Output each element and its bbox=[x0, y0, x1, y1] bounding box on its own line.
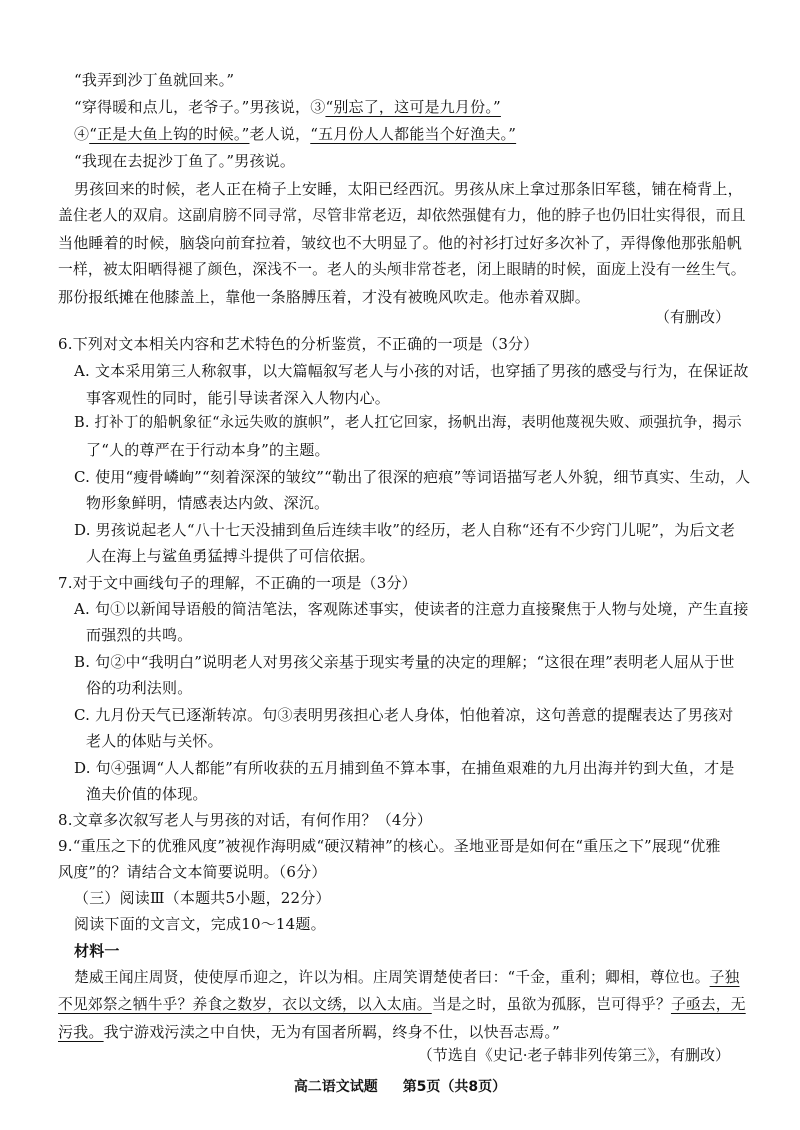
question-7-stem: 7.对于文中画线句子的理解，不正确的一项是（3分） bbox=[58, 574, 417, 592]
footer-subject: 高二语文试题 bbox=[293, 1079, 378, 1095]
classical-text: 当是之时，虽欲为孤豚，岂可得乎？ bbox=[431, 996, 671, 1013]
q6-option-c-cont: 物形象鲜明，情感表达内敛、深沉。 bbox=[86, 494, 330, 512]
narrative-line: 当他睡着的时候，脑袋向前耷拉着，皱纹也不大明显了。他的衬衫打过好多次补了，弄得像他那张船帆 bbox=[58, 234, 743, 252]
footer-page-number: 第5页（共8页） bbox=[402, 1079, 507, 1095]
underlined-sentence: “别忘了，这可是九月份。” bbox=[325, 98, 501, 116]
dialogue-text: 老人说， bbox=[249, 125, 311, 143]
dialogue-text: “穿得暖和点儿，老爷子。”男孩说， bbox=[74, 98, 311, 116]
sentence-marker: ③ bbox=[310, 98, 326, 116]
q7-option-c-cont: 老人的体贴与关怀。 bbox=[86, 732, 223, 750]
classical-text-line bbox=[58, 1022, 560, 1042]
question-9: 9.“重压之下的优雅风度”被视作海明威“硬汉精神”的核心。圣地亚哥是如何在“重压之下”展现“优雅 bbox=[58, 837, 721, 855]
sentence-marker: ④ bbox=[74, 125, 90, 143]
q7-option-d: D. 句④强调“人人都能”有所收获的五月捕到鱼不算本事，在捕鱼艰难的九月出海并钓到大鱼，才是 bbox=[74, 759, 735, 777]
q6-option-a: A. 文本采用第三人称叙事，以大篇幅叙写老人与小孩的对话，也穿插了男孩的感受与行为，在保证故 bbox=[74, 362, 749, 380]
dialogue-line-2 bbox=[74, 97, 501, 117]
classical-text: 我宁游戏污渎之中自快，无为有国者所羁，终身不仕，以快吾志焉。” bbox=[103, 1023, 560, 1041]
classical-text: 楚威王闻庄周贤，使使厚币迎之，许以为相。庄周笑谓楚使者曰：“千金，重利；卿相，尊位也。 bbox=[74, 969, 710, 986]
q6-option-c: C. 使用“瘦骨嶙峋”“刻着深深的皱纹”“勒出了很深的疤痕”等词语描写老人外貌，细节真实、生动，人 bbox=[74, 468, 751, 486]
narrative-line: 盖住老人的双肩。这副肩膀不同寻常，尽管非常老迈，却依然强健有力，他的脖子也仍旧壮实得很，而且 bbox=[58, 207, 746, 224]
section-instruction: 阅读下面的文言文，完成10～14题。 bbox=[74, 915, 326, 933]
question-8: 8.文章多次叙写老人与男孩的对话，有何作用？（4分） bbox=[58, 811, 433, 829]
q6-option-d-cont: 人在海上与鲨鱼勇猛搏斗提供了可信依据。 bbox=[86, 547, 375, 565]
q6-option-a-cont: 事客观性的同时，能引导读者深入人物内心。 bbox=[86, 389, 391, 407]
q7-option-b: B. 句②中“我明白”说明老人对男孩父亲基于现实考量的决定的理解；“这很在理”表明老人屈从于世 bbox=[74, 653, 735, 671]
underlined-sentence: 子亟去，无 bbox=[670, 996, 746, 1013]
narrative-line: 一样，被太阳晒得褪了颜色，深浅不一。老人的头颅非常苍老，闭上眼睛的时候，面庞上没有一丝生气。 bbox=[58, 261, 746, 278]
dialogue-line-4: “我现在去捉沙丁鱼了。”男孩说。 bbox=[74, 152, 296, 170]
page-footer bbox=[0, 1076, 800, 1096]
underlined-sentence: 不见郊祭之牺牛乎？养食之数岁，衣以文绣，以入太庙。 bbox=[58, 996, 432, 1013]
underlined-sentence: 污我。 bbox=[58, 1023, 104, 1041]
q6-option-b-cont: 了“人的尊严在于行动本身”的主题。 bbox=[86, 441, 330, 459]
material-label: 材料一 bbox=[74, 942, 120, 960]
underlined-sentence: 子独 bbox=[709, 969, 740, 986]
dialogue-line-3 bbox=[74, 124, 516, 144]
underlined-sentence: “正是大鱼上钩的时候。” bbox=[89, 125, 250, 143]
narrative-line: 那份报纸摊在他膝盖上，靠他一条胳膊压着，才没有被晚风吹走。他赤着双脚。 bbox=[58, 288, 591, 306]
classical-text-line bbox=[58, 995, 746, 1015]
q6-option-b: B. 打补丁的船帆象征“永远失败的旗帜”，老人扛它回家，扬帆出海，表明他蔑视失败、顽强抗争，揭示 bbox=[74, 415, 742, 431]
q6-option-d: D. 男孩说起老人“八十七天没捕到鱼后连续丰收”的经历，老人自称“还有不少窍门儿呢”，为后文老 bbox=[74, 521, 736, 539]
q7-option-c: C. 九月份天气已逐渐转凉。句③表明男孩担心老人身体，怕他着凉，这句善意的提醒表达了男孩对 bbox=[74, 706, 734, 724]
q7-option-b-cont: 俗的功利法则。 bbox=[86, 679, 193, 697]
question-9-cont: 风度”的？请结合文本简要说明。（6分） bbox=[58, 863, 327, 881]
source-note: （有删改） bbox=[654, 308, 730, 326]
narrative-line: 男孩回来的时候，老人正在椅子上安睡，太阳已经西沉。男孩从床上拿过那条旧军毯，铺在椅背上， bbox=[74, 180, 743, 198]
classical-text-line bbox=[74, 968, 740, 988]
underlined-sentence: “五月份人人都能当个好渔夫。” bbox=[310, 125, 517, 143]
source-citation: （节选自《史记·老子韩非列传第三》，有删改） bbox=[417, 1046, 730, 1064]
q7-option-d-cont: 渔夫价值的体现。 bbox=[86, 785, 208, 803]
question-6-stem: 6.下列对文本相关内容和艺术特色的分析鉴赏，不正确的一项是（3分） bbox=[58, 335, 539, 353]
dialogue-line-1: “我弄到沙丁鱼就回来。” bbox=[74, 71, 235, 89]
q7-option-a: A. 句①以新闻导语般的简洁笔法，客观陈述事实，使读者的注意力直接聚焦于人物与处境，产生直接 bbox=[74, 600, 749, 618]
section-title: （三）阅读Ⅲ（本题共5小题，22分） bbox=[74, 889, 331, 907]
q7-option-a-cont: 而强烈的共鸣。 bbox=[86, 626, 193, 644]
